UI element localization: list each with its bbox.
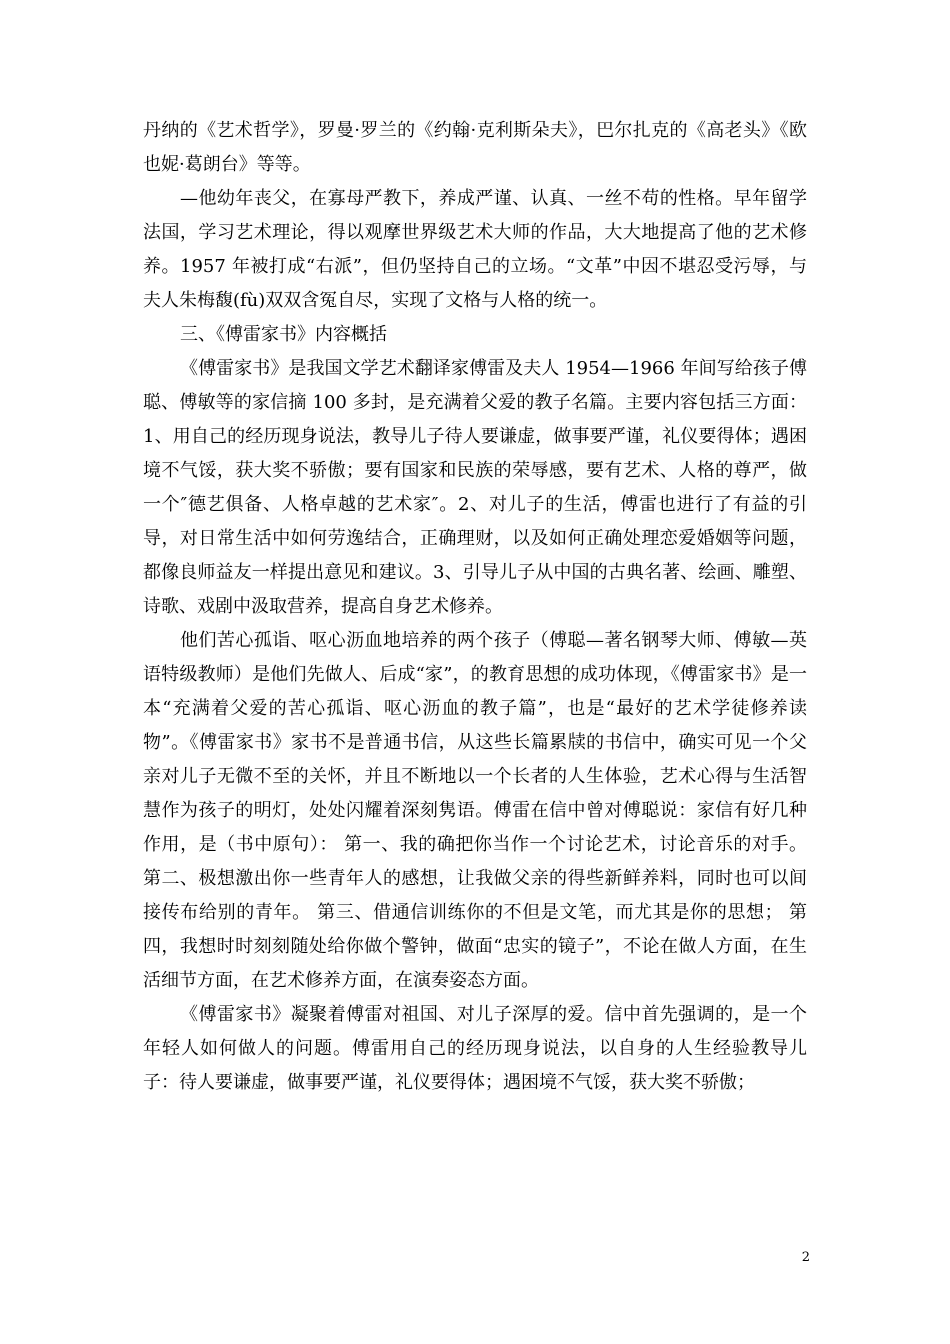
paragraph-summary: 《傅雷家书》是我国文学艺术翻译家傅雷及夫人 1954—1966 年间写给孩子傅聪、傅敏等的家信摘 100 多封，是充满着父爱的教子名篇。主要内容包括三方面：1、用自己的经历现身说法，教导儿子待人要谦虚，做事要严谨，礼仪要得体；遇困境不气馁，获大奖不骄傲；要有国家和民族的荣辱感，要有艺术、人格的尊严，做一个″德艺俱备、人格卓越的艺术家″。2、对儿子的生活，傅雷也进行了有益的引导，对日常生活中如何劳逸结合，正确理财，以及如何正确处理恋爱婚姻等问题，都像良师益友一样提出意见和建议。3、引导儿子从中国的古典名著、绘画、雕塑、诗歌、戏剧中汲取营养，提高自身艺术修养。 — [143, 358, 807, 617]
section-heading: 三、《傅雷家书》内容概括 — [180, 324, 387, 345]
paragraph-continuation: 丹纳的《艺术哲学》，罗曼·罗兰的《约翰·克利斯朵夫》，巴尔扎克的《高老头》《欧也妮·葛朗台》等等。 — [143, 120, 807, 175]
body-text — [143, 114, 807, 1100]
paragraph-education: 他们苦心孤诣、呕心沥血地培养的两个孩子（傅聪—著名钢琴大师、傅敏—英语特级教师）是他们先做人、后成“家”，的教育思想的成功体现，《傅雷家书》是一本“充满着父爱的苦心孤诣、呕心沥血的教子篇”，也是“最好的艺术学徒修养读物”。《傅雷家书》家书不是普通书信，从这些长篇累牍的书信中，确实可见一个父亲对儿子无微不至的关怀，并且不断地以一个长者的人生体验，艺术心得与生活智慧作为孩子的明灯，处处闪耀着深刻隽语。傅雷在信中曾对傅聪说：家信有好几种作用，是（书中原句）： 第一、我的确把你当作一个讨论艺术，讨论音乐的对手。 第二、极想激出你一些青年人的感想，让我做父亲的得些新鲜养料，同时也可以间接传布给别的青年。 第三、借通信训练你的不但是文笔，而尤其是你的思想； 第四，我想时时刻刻随处给你做个警钟，做面“忠实的镜子”，不论在做人方面，在生活细节方面，在艺术修养方面，在演奏姿态方面。 — [143, 630, 807, 991]
paragraph-love: 《傅雷家书》凝聚着傅雷对祖国、对儿子深厚的爱。信中首先强调的，是一个年轻人如何做人的问题。傅雷用自己的经历现身说法，以自身的人生经验教导儿子：待人要谦虚，做事要严谨，礼仪要得体；遇困境不气馁，获大奖不骄傲； — [143, 1004, 807, 1093]
paragraph-biography: —他幼年丧父，在寡母严教下，养成严谨、认真、一丝不苟的性格。早年留学法国，学习艺术理论，得以观摩世界级艺术大师的作品，大大地提高了他的艺术修养。1957 年被打成“右派”，但仍坚持自己的立场。“文革”中因不堪忍受污辱，与夫人朱梅馥(fù)双双含冤自尽，实现了文格与人格的统一。 — [143, 188, 807, 311]
page-number: 2 — [801, 1250, 810, 1265]
